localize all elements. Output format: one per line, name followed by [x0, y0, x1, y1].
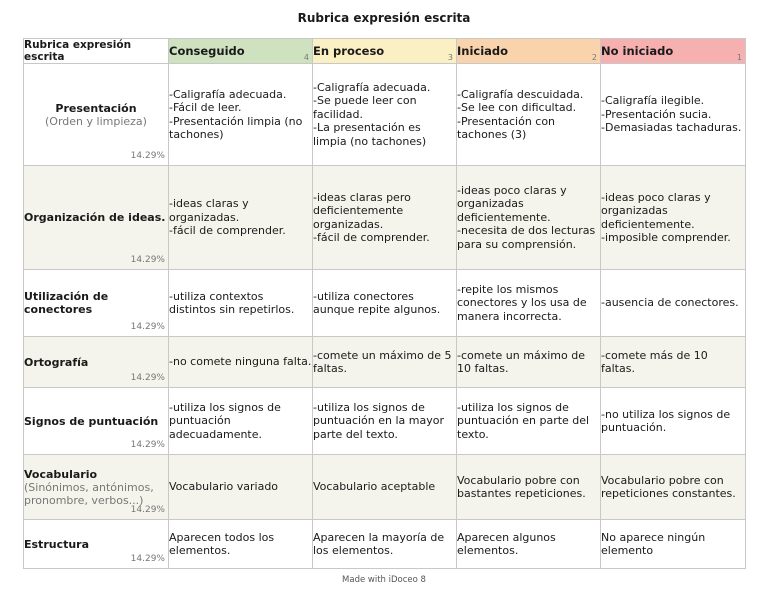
descriptor-cell[interactable]: -Caligrafía adecuada. -Se puede leer con facilidad. -La presentación es limpia (no tachones): [313, 64, 457, 166]
level-header[interactable]: [457, 39, 601, 64]
criterion-row: [24, 64, 746, 166]
descriptor-cell[interactable]: -comete más de 10 faltas.: [601, 337, 746, 388]
descriptor-cell[interactable]: Vocabulario pobre con repeticiones constantes.: [601, 455, 746, 520]
criterion-cell[interactable]: [24, 337, 169, 388]
criterion-weight: 14.29%: [130, 440, 165, 450]
criterion-weight: 14.29%: [130, 505, 165, 515]
criterion-cell[interactable]: [24, 64, 169, 166]
descriptor-cell[interactable]: -Caligrafía ilegible. -Presentación sucia. -Demasiadas tachaduras.: [601, 64, 746, 166]
criterion-cell[interactable]: [24, 520, 169, 569]
level-score: 3: [447, 53, 453, 62]
criterion-name: Estructura: [24, 537, 90, 551]
descriptor-cell[interactable]: -comete un máximo de 10 faltas.: [457, 337, 601, 388]
criterion-row: [24, 388, 746, 455]
criterion-cell[interactable]: [24, 166, 169, 270]
descriptor-cell[interactable]: No aparece ningún elemento: [601, 520, 746, 569]
level-score: 1: [736, 53, 742, 62]
descriptor-cell[interactable]: Aparecen la mayoría de los elementos.: [313, 520, 457, 569]
level-score: 2: [591, 53, 597, 62]
criterion-weight: 14.29%: [130, 322, 165, 332]
descriptor-cell[interactable]: -utiliza los signos de puntuación en la mayor parte del texto.: [313, 388, 457, 455]
descriptor-cell[interactable]: Aparecen algunos elementos.: [457, 520, 601, 569]
descriptor-cell[interactable]: -ideas poco claras y organizadas deficientemente. -necesita de dos lecturas para su comprensión.: [457, 166, 601, 270]
criterion-weight: 14.29%: [130, 255, 165, 265]
descriptor-cell[interactable]: -no comete ninguna falta.: [169, 337, 313, 388]
criterion-row: [24, 520, 746, 569]
level-header[interactable]: [169, 39, 313, 64]
level-name: En proceso: [313, 44, 385, 58]
level-name: Iniciado: [457, 44, 509, 58]
descriptor-cell[interactable]: -ideas claras y organizadas. -fácil de comprender.: [169, 166, 313, 270]
criterion-name: Organización de ideas.: [24, 211, 166, 224]
criterion-weight: 14.29%: [130, 554, 165, 564]
descriptor-cell[interactable]: -comete un máximo de 5 faltas.: [313, 337, 457, 388]
rubric-table: [23, 38, 746, 569]
criterion-subtitle: (Orden y limpieza): [45, 114, 147, 128]
corner-label: Rubrica expresión escrita: [24, 39, 169, 64]
criterion-weight: 14.29%: [130, 151, 165, 161]
criterion-row: [24, 270, 746, 337]
footer-credit: Made with iDoceo 8: [342, 575, 426, 585]
criterion-name: Utilización de conectores: [24, 290, 109, 316]
criterion-cell[interactable]: [24, 270, 169, 337]
descriptor-cell[interactable]: -utiliza los signos de puntuación en parte del texto.: [457, 388, 601, 455]
descriptor-cell[interactable]: Vocabulario aceptable: [313, 455, 457, 520]
descriptor-cell[interactable]: -repite los mismos conectores y los usa de manera incorrecta.: [457, 270, 601, 337]
criterion-weight: 14.29%: [130, 373, 165, 383]
criterion-name: Vocabulario: [24, 467, 98, 481]
criterion-row: [24, 166, 746, 270]
level-name: No iniciado: [601, 44, 674, 58]
descriptor-cell[interactable]: Aparecen todos los elementos.: [169, 520, 313, 569]
descriptor-cell[interactable]: Vocabulario variado: [169, 455, 313, 520]
descriptor-cell[interactable]: -ausencia de conectores.: [601, 270, 746, 337]
descriptor-cell[interactable]: -Caligrafía descuidada. -Se lee con dificultad. -Presentación con tachones (3): [457, 64, 601, 166]
descriptor-cell[interactable]: -utiliza contextos distintos sin repetirlos.: [169, 270, 313, 337]
criterion-name: Ortografía: [24, 355, 89, 369]
criterion-cell[interactable]: [24, 455, 169, 520]
descriptor-cell[interactable]: -Caligrafía adecuada. -Fácil de leer. -Presentación limpia (no tachones): [169, 64, 313, 166]
level-header[interactable]: [313, 39, 457, 64]
criterion-name: Presentación: [55, 101, 137, 115]
descriptor-cell[interactable]: -utiliza conectores aunque repite algunos.: [313, 270, 457, 337]
descriptor-cell[interactable]: -ideas claras pero deficientemente organizadas. -fácil de comprender.: [313, 166, 457, 270]
descriptor-cell[interactable]: -utiliza los signos de puntuación adecuadamente.: [169, 388, 313, 455]
criterion-cell[interactable]: [24, 388, 169, 455]
criterion-name: Signos de puntuación: [24, 414, 159, 428]
descriptor-cell[interactable]: -ideas poco claras y organizadas deficientemente. -imposible comprender.: [601, 166, 746, 270]
descriptor-cell[interactable]: -no utiliza los signos de puntuación.: [601, 388, 746, 455]
page-title: Rubrica expresión escrita: [297, 11, 471, 25]
header-row: [24, 39, 746, 64]
level-score: 4: [303, 53, 309, 62]
criterion-subtitle: (Sinónimos, antónimos, pronombre, verbos...): [24, 480, 154, 507]
descriptor-cell[interactable]: Vocabulario pobre con bastantes repeticiones.: [457, 455, 601, 520]
level-name: Conseguido: [169, 44, 245, 58]
criterion-row: [24, 455, 746, 520]
criterion-row: [24, 337, 746, 388]
level-header[interactable]: [601, 39, 746, 64]
